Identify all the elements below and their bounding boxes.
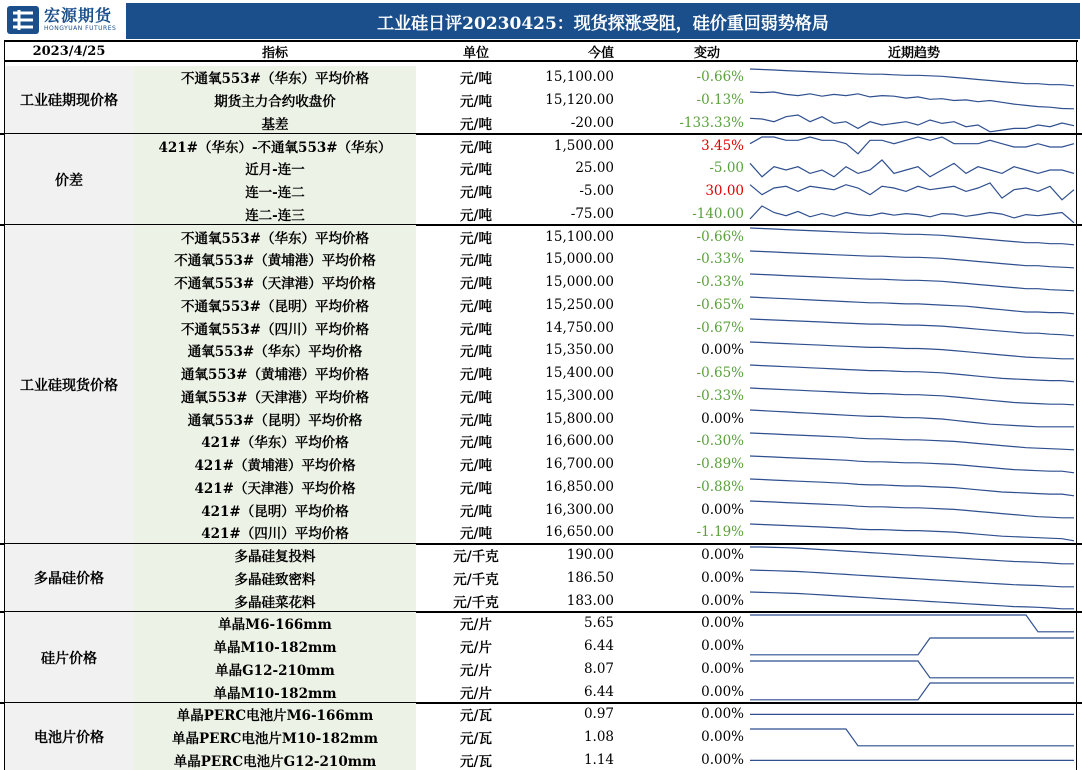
sparkline-svg [750,658,1074,681]
sparkline-svg [750,362,1074,385]
table-row [0,521,1082,544]
change-value: 3.45% [701,137,744,154]
indicator-name: 基差 [261,116,289,133]
current-value: 190.00 [566,547,614,564]
unit: 元/片 [460,685,492,702]
trend-sparkline [750,112,1074,135]
category-label: 价差 [4,134,134,225]
trend-sparkline [750,430,1074,453]
current-value: 15,000.00 [545,251,614,268]
current-value: 6.44 [583,638,614,655]
sparkline-svg [750,749,1074,770]
current-value: 25.00 [575,160,614,177]
sparkline-svg [750,225,1074,248]
change-value: 0.00% [701,569,744,586]
current-value: 16,850.00 [545,478,614,495]
unit: 元/瓦 [460,753,492,770]
sparkline-line [750,206,1074,223]
sparkline-line [750,501,1074,518]
trend-sparkline [750,658,1074,681]
table-row [0,316,1082,339]
change-value: -0.33% [696,274,744,291]
sparkline-svg [750,567,1074,590]
current-value: 14,750.00 [545,319,614,336]
change-value: 0.00% [701,342,744,359]
indicator-name: 多晶硅复投料 [234,549,316,566]
sparkline-svg [750,726,1074,749]
unit: 元/吨 [460,321,492,338]
sparkline-svg [750,498,1074,521]
table-row [0,589,1082,612]
indicator-name: 不通氧553#（华东）平均价格 [181,230,369,247]
change-value: -0.30% [696,433,744,450]
sparkline-line [750,547,1074,564]
trend-sparkline [750,66,1074,89]
table-row [0,203,1082,226]
trend-sparkline [750,248,1074,271]
indicator-name: 连一-连二 [245,185,305,202]
current-value: 15,100.00 [545,228,614,245]
sparkline-svg [750,134,1074,157]
sparkline-svg [750,680,1074,703]
indicator-name: 连二-连三 [245,207,305,224]
table-row [0,271,1082,294]
current-value: 16,600.00 [545,433,614,450]
sparkline-svg [750,89,1074,112]
table-row [0,180,1082,203]
table-row [0,407,1082,430]
change-value: 0.00% [701,410,744,427]
category-label: 工业硅期现价格 [4,66,134,134]
indicator-name: 421#（昆明）平均价格 [201,503,349,520]
indicator-name: 421#（黄埔港）平均价格 [194,458,356,475]
column-header-trend: 近期趋势 [750,40,1078,62]
unit: 元/吨 [460,230,492,247]
sparkline-line [750,274,1074,291]
change-value: 0.00% [701,683,744,700]
trend-sparkline [750,726,1074,749]
indicator-name: 通氧553#（黄埔港）平均价格 [181,367,369,384]
current-value: 16,650.00 [545,524,614,541]
current-value: 16,700.00 [545,456,614,473]
table-row [0,112,1082,135]
table-row [0,385,1082,408]
sparkline-line [750,183,1074,200]
column-header-indicator: 指标 [134,40,416,62]
trend-sparkline [750,157,1074,180]
indicator-name: 单晶M10-182mm [213,640,337,657]
table-row [0,157,1082,180]
change-value: 0.00% [701,615,744,632]
sparkline-svg [750,248,1074,271]
sparkline-svg [750,112,1074,135]
current-value: 15,350.00 [545,342,614,359]
sparkline-line [750,228,1074,245]
sparkline-line [750,592,1074,609]
indicator-name: 通氧553#（华东）平均价格 [187,344,363,361]
indicator-name: 多晶硅菜花料 [234,594,316,611]
table-row [0,362,1082,385]
unit: 元/瓦 [460,708,492,725]
indicator-name: 通氧553#（昆明）平均价格 [187,412,363,429]
change-value: -1.19% [696,524,744,541]
table-row [0,680,1082,703]
current-value: 15,400.00 [545,365,614,382]
change-value: 0.00% [701,660,744,677]
column-header-change: 变动 [614,40,750,62]
table-row [0,703,1082,726]
unit: 元/吨 [460,71,492,88]
column-header-value: 今值 [536,40,614,62]
change-value: 0.00% [701,751,744,768]
current-value: -75.00 [570,205,614,222]
table-row [0,498,1082,521]
sparkline-line [750,342,1074,359]
sparkline-svg [750,294,1074,317]
sparkline-line [750,729,1074,746]
indicator-name: 不通氧553#（黄埔港）平均价格 [174,253,376,270]
sparkline-line [750,479,1074,496]
table-row [0,476,1082,499]
table-row [0,544,1082,567]
trend-sparkline [750,544,1074,567]
trend-sparkline [750,498,1074,521]
unit: 元/片 [460,662,492,679]
sparkline-line [750,251,1074,268]
sparkline-line [750,115,1074,132]
current-value: 15,120.00 [545,92,614,109]
table-row [0,567,1082,590]
sparkline-line [750,92,1074,109]
trend-sparkline [750,225,1074,248]
indicator-name: 421#（天津港）平均价格 [194,480,356,497]
current-value: 15,300.00 [545,387,614,404]
indicator-name: 421#（四川）平均价格 [201,526,349,543]
sparkline-line [750,160,1074,177]
unit: 元/吨 [460,389,492,406]
trend-sparkline [750,316,1074,339]
company-logo [2,2,124,38]
current-value: 15,250.00 [545,296,614,313]
trend-sparkline [750,134,1074,157]
table-row [0,294,1082,317]
table-row [0,658,1082,681]
sparkline-svg [750,339,1074,362]
category-label: 工业硅现货价格 [4,225,134,544]
change-value: -0.66% [696,228,744,245]
date-header: 2023/4/25 [4,40,134,62]
current-value: 5.65 [583,615,614,632]
indicator-name: 不通氧553#（天津港）平均价格 [174,276,376,293]
sparkline-svg [750,407,1074,430]
indicator-name: 421#（华东）平均价格 [201,435,349,452]
unit: 元/吨 [460,94,492,111]
unit: 元/千克 [453,549,499,566]
unit: 元/吨 [460,526,492,543]
change-value: -0.89% [696,456,744,473]
sparkline-svg [750,521,1074,544]
indicator-name: 不通氧553#（昆明）平均价格 [181,298,369,315]
unit: 元/片 [460,617,492,634]
indicator-name: 单晶PERC电池片G12-210mm [173,753,377,770]
unit: 元/吨 [460,435,492,452]
table-row [0,134,1082,157]
current-value: 183.00 [566,592,614,609]
table-row [0,453,1082,476]
change-value: -0.88% [696,478,744,495]
indicator-name: 不通氧553#（四川）平均价格 [181,321,369,338]
trend-sparkline [750,476,1074,499]
trend-sparkline [750,453,1074,476]
table-row [0,339,1082,362]
logo-text-cn: 宏源期货 [44,6,113,25]
indicator-name: 通氧553#（天津港）平均价格 [181,389,369,406]
trend-sparkline [750,589,1074,612]
indicator-name: 单晶PERC电池片M10-182mm [172,731,378,748]
sparkline-svg [750,385,1074,408]
change-value: 0.00% [701,547,744,564]
sparkline-svg [750,430,1074,453]
sparkline-line [750,365,1074,382]
sparkline-svg [750,589,1074,612]
sparkline-svg [750,66,1074,89]
unit: 元/吨 [460,276,492,293]
unit: 元/吨 [460,185,492,202]
table-row [0,89,1082,112]
unit: 元/吨 [460,480,492,497]
change-value: -0.65% [696,296,744,313]
logo-mark-icon [6,5,40,35]
unit: 元/千克 [453,571,499,588]
sparkline-line [750,297,1074,314]
table-row [0,635,1082,658]
table-row [0,66,1082,89]
current-value: 186.50 [566,569,614,586]
change-value: 30.00 [705,183,744,200]
unit: 元/吨 [460,503,492,520]
sparkline-line [750,615,1074,632]
unit: 元/吨 [460,207,492,224]
sparkline-line [750,570,1074,587]
sparkline-line [750,433,1074,450]
current-value: 16,300.00 [545,501,614,518]
unit: 元/千克 [453,594,499,611]
sparkline-svg [750,180,1074,203]
change-value: -0.33% [696,387,744,404]
unit: 元/瓦 [460,731,492,748]
table-border [4,40,5,770]
trend-sparkline [750,612,1074,635]
trend-sparkline [750,407,1074,430]
table-row [0,612,1082,635]
table-border [1076,40,1077,770]
change-value: 0.00% [701,729,744,746]
trend-sparkline [750,567,1074,590]
table-row [0,749,1082,770]
indicator-name: 单晶M6-166mm [218,617,332,634]
change-value: -0.33% [696,251,744,268]
sparkline-line [750,638,1074,655]
trend-sparkline [750,362,1074,385]
unit: 元/吨 [460,162,492,179]
unit: 元/片 [460,640,492,657]
trend-sparkline [750,703,1074,726]
sparkline-line [750,69,1074,86]
trend-sparkline [750,89,1074,112]
current-value: 6.44 [583,683,614,700]
trend-sparkline [750,271,1074,294]
trend-sparkline [750,521,1074,544]
sparkline-svg [750,157,1074,180]
change-value: -0.65% [696,365,744,382]
change-value: -5.00 [709,160,744,177]
unit: 元/吨 [460,116,492,133]
change-value: 0.00% [701,592,744,609]
trend-sparkline [750,339,1074,362]
current-value: 1.14 [583,751,614,768]
table-row [0,430,1082,453]
trend-sparkline [750,180,1074,203]
sparkline-line [750,388,1074,405]
category-label: 电池片价格 [4,703,134,770]
current-value: 15,800.00 [545,410,614,427]
indicator-name: 单晶G12-210mm [215,662,335,679]
indicator-name: 不通氧553#（华东）平均价格 [181,71,369,88]
current-value: -5.00 [579,183,614,200]
unit: 元/吨 [460,253,492,270]
indicator-name: 期货主力合约收盘价 [214,94,336,111]
indicator-name: 单晶PERC电池片M6-166mm [176,708,374,725]
current-value: 0.97 [583,706,614,723]
trend-sparkline [750,294,1074,317]
unit: 元/吨 [460,139,492,156]
indicator-name: 多晶硅致密料 [234,571,316,588]
indicator-name: 近月-连一 [245,162,305,179]
data-table [0,40,1082,770]
sparkline-line [750,319,1074,336]
category-label: 多晶硅价格 [4,544,134,612]
trend-sparkline [750,680,1074,703]
trend-sparkline [750,203,1074,226]
unit: 元/吨 [460,412,492,429]
unit: 元/吨 [460,458,492,475]
table-row [0,726,1082,749]
sparkline-svg [750,271,1074,294]
current-value: -20.00 [570,114,614,131]
current-value: 8.07 [583,660,614,677]
indicator-name: 单晶M10-182mm [213,685,337,702]
sparkline-svg [750,635,1074,658]
sparkline-svg [750,544,1074,567]
unit: 元/吨 [460,298,492,315]
sparkline-svg [750,476,1074,499]
change-value: 0.00% [701,501,744,518]
current-value: 1.08 [583,729,614,746]
sparkline-svg [750,612,1074,635]
sparkline-line [750,137,1074,154]
change-value: 0.00% [701,706,744,723]
trend-sparkline [750,385,1074,408]
current-value: 15,000.00 [545,274,614,291]
change-value: -133.33% [679,114,744,131]
change-value: -0.66% [696,69,744,86]
sparkline-line [750,683,1074,700]
logo-text-en: HONGYUAN FUTURES [44,25,117,32]
change-value: -0.13% [696,92,744,109]
unit: 元/吨 [460,344,492,361]
trend-sparkline [750,749,1074,770]
change-value: -0.67% [696,319,744,336]
category-label: 硅片价格 [4,612,134,703]
sparkline-svg [750,316,1074,339]
sparkline-line [750,410,1074,427]
unit: 元/吨 [460,367,492,384]
sparkline-svg [750,703,1074,726]
trend-sparkline [750,635,1074,658]
sparkline-line [750,456,1074,473]
sparkline-line [750,661,1074,678]
change-value: -140.00 [692,205,744,222]
indicator-name: 421#（华东）-不通氧553#（华东） [158,139,392,156]
table-row [0,248,1082,271]
report-title: 工业硅日评20230425：现货探涨受阻，硅价重回弱势格局 [126,3,1080,39]
change-value: 0.00% [701,638,744,655]
sparkline-svg [750,203,1074,226]
current-value: 15,100.00 [545,69,614,86]
sparkline-line [750,524,1074,541]
report-header [0,0,1082,40]
current-value: 1,500.00 [553,137,614,154]
column-header-unit: 单位 [416,40,536,62]
table-row [0,225,1082,248]
sparkline-svg [750,453,1074,476]
